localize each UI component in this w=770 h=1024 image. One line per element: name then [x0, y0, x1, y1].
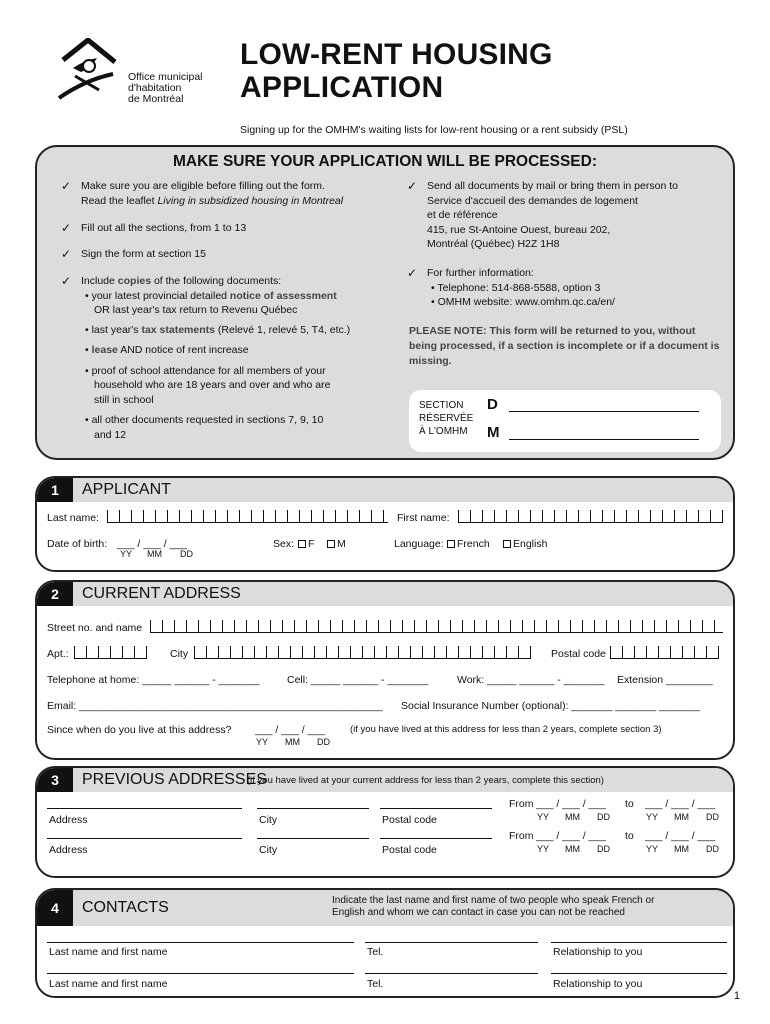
reserved-m-line: [509, 439, 699, 440]
prev-from-2-field[interactable]: ___ / ___ / ___: [536, 830, 607, 842]
dob-field[interactable]: ___ / ___ / ___: [117, 538, 188, 550]
org-name-line-1: Office municipal: [128, 71, 203, 83]
section-header: [37, 768, 733, 792]
to-label: to: [625, 798, 634, 810]
reserved-m-field: [487, 424, 500, 441]
extension-field[interactable]: Extension ________: [617, 674, 713, 686]
instruction-text: Include: [81, 275, 118, 287]
copies-emphasis: copies: [117, 275, 152, 287]
section-current-address: [35, 580, 735, 760]
contact-2-name-field[interactable]: [47, 973, 354, 974]
prev-city-1-field[interactable]: [257, 808, 369, 809]
contact-1-tel-field[interactable]: [365, 942, 538, 943]
to-mm: MM: [674, 812, 689, 822]
contact-name-label: Last name and first name: [49, 978, 168, 990]
instructions-heading: MAKE SURE YOUR APPLICATION WILL BE PROCESSED:: [173, 153, 597, 170]
contact-relationship-label: Relationship to you: [553, 978, 643, 990]
prev-from-1-field[interactable]: ___ / ___ / ___: [536, 798, 607, 810]
instruction-sign: [61, 247, 401, 262]
check-icon: ✓: [61, 221, 72, 235]
reserved-label-line: SECTION: [419, 400, 464, 411]
english-checkbox[interactable]: [503, 540, 511, 548]
doc-emphasis: tax statements: [141, 323, 215, 336]
telephone-home-field[interactable]: Telephone at home: _____ ______ - _______: [47, 674, 260, 686]
dob-label: Date of birth:: [47, 538, 108, 550]
send-text: Service d'accueil des demandes de logement: [427, 194, 638, 207]
city-label: City: [259, 844, 278, 856]
prev-address-2-field[interactable]: [47, 838, 242, 839]
contact-1-relationship-field[interactable]: [551, 942, 727, 943]
check-icon: ✓: [61, 274, 72, 288]
from-yy: YY: [537, 844, 550, 854]
prev-postal-2-field[interactable]: [380, 838, 492, 839]
section-applicant: [35, 476, 735, 572]
reserved-d-field: [487, 396, 498, 413]
reserved-m-label: M: [487, 424, 500, 441]
cell-field[interactable]: Cell: _____ ______ - _______: [287, 674, 429, 686]
info-telephone: • Telephone: 514-868-5588, option 3: [431, 281, 601, 294]
processing-instructions-box: [35, 145, 735, 460]
section-title: APPLICANT: [82, 481, 171, 498]
address-label: Address: [49, 814, 88, 826]
section-number: 2: [37, 582, 73, 606]
sex-m-checkbox[interactable]: [327, 540, 335, 548]
section-header: [37, 582, 733, 606]
check-icon: ✓: [61, 247, 72, 261]
info-website: • OMHM website: www.omhm.qc.ca/en/: [431, 296, 615, 308]
doc-school-attendance: [81, 364, 406, 408]
doc-text: AND notice of rent increase: [117, 344, 249, 356]
postal-code-label: Postal code: [382, 844, 437, 856]
section-number: 1: [37, 478, 73, 502]
language-english-option[interactable]: [503, 538, 547, 550]
send-text: et de référence: [427, 209, 498, 221]
work-field[interactable]: Work: _____ ______ - _______: [457, 674, 605, 686]
sin-field[interactable]: Social Insurance Number (optional): _______ _______ _______: [401, 700, 700, 712]
contact-tel-label: Tel.: [367, 978, 384, 990]
send-address: 415, rue St-Antoine Ouest, bureau 202,: [427, 223, 611, 236]
org-name-line-2: d'habitation: [128, 82, 182, 94]
contact-tel-label: Tel.: [367, 946, 384, 958]
street-field[interactable]: [150, 620, 723, 633]
send-address: Montréal (Québec) H2Z 1H8: [427, 238, 560, 250]
city-label: City: [170, 648, 189, 660]
from-dd: DD: [597, 844, 610, 854]
address-label: Address: [49, 844, 88, 856]
prev-address-1-field[interactable]: [47, 808, 242, 809]
contact-relationship-label: Relationship to you: [553, 946, 643, 958]
instruction-line: English and whom we can contact in case you can not be reached: [332, 907, 625, 918]
city-field[interactable]: [194, 646, 531, 659]
check-icon: ✓: [407, 179, 418, 193]
postal-code-label: Postal code: [382, 814, 437, 826]
section-title: PREVIOUS ADDRESSES: [82, 771, 267, 788]
prev-to-2-field[interactable]: ___ / ___ / ___: [645, 830, 716, 842]
instruction-text: Fill out all the sections, from 1 to 13: [81, 222, 247, 234]
since-when-note: (if you have lived at this address for less than 2 years, complete section 3): [350, 724, 662, 735]
sex-f-option[interactable]: [298, 538, 314, 550]
doc-text: (Relevé 1, relevé 5, T4, etc.): [214, 323, 351, 336]
org-name: [128, 72, 203, 105]
page-title: [240, 38, 553, 104]
from-label: From: [509, 798, 534, 810]
contact-2-tel-field[interactable]: [365, 973, 538, 974]
since-yy: YY: [256, 737, 269, 747]
omhm-logo: [55, 38, 125, 102]
instruction-text: Sign the form at section 15: [81, 248, 206, 260]
page-number: 1: [733, 990, 740, 1002]
section-title-note: (if you have lived at your current address for less than 2 years, complete this section): [247, 775, 604, 786]
reserved-d-line: [509, 411, 699, 412]
sex-m-label: M: [337, 538, 346, 550]
instruction-send-documents: [407, 179, 727, 252]
section-title: CURRENT ADDRESS: [82, 585, 241, 602]
from-mm: MM: [565, 844, 580, 854]
postal-code-label: Postal code: [551, 648, 606, 660]
doc-emphasis: lease: [91, 344, 118, 356]
section-header: [37, 478, 733, 502]
instruction-eligibility: [61, 179, 401, 208]
french-checkbox[interactable]: [447, 540, 455, 548]
doc-emphasis: notice of assessment: [229, 289, 337, 302]
french-label: French: [457, 538, 490, 550]
section-title: CONTACTS: [82, 899, 169, 916]
doc-tax-statements: [81, 323, 406, 338]
omhm-reserved-section: [409, 390, 721, 452]
doc-text: •: [85, 344, 92, 356]
section-number: 3: [37, 768, 73, 792]
doc-text: and 12: [94, 428, 127, 441]
omhm-logo-icon: [55, 38, 125, 102]
section-previous-addresses: [35, 766, 735, 878]
since-when-field[interactable]: ___ / ___ / ___: [255, 724, 326, 736]
instruction-text: Read the leaflet: [81, 194, 158, 207]
section-contacts: [35, 888, 735, 998]
dob-mm: MM: [147, 549, 162, 559]
first-name-label: First name:: [397, 512, 450, 524]
prev-to-1-field[interactable]: ___ / ___ / ___: [645, 798, 716, 810]
doc-text: still in school: [94, 393, 154, 406]
contact-name-label: Last name and first name: [49, 946, 168, 958]
info-text: For further information:: [427, 267, 534, 279]
to-yy: YY: [646, 844, 659, 854]
prev-postal-1-field[interactable]: [380, 808, 492, 809]
language-french-option[interactable]: [447, 538, 490, 550]
send-text: Send all documents by mail or bring them in person to: [427, 180, 678, 192]
page-subtitle: Signing up for the OMHM's waiting lists for low-rent housing or a rent subsidy (PSL): [240, 124, 628, 136]
reserved-label-line: À L'OMHM: [419, 426, 468, 437]
street-label: Street no. and name: [47, 622, 143, 634]
doc-text: household who are 18 years and over and who are: [94, 379, 331, 391]
sex-label: Sex:: [273, 538, 295, 550]
sex-m-option[interactable]: [327, 538, 346, 550]
instruction-documents: [61, 274, 406, 442]
to-dd: DD: [706, 844, 719, 854]
reserved-d-label: D: [487, 396, 498, 413]
since-dd: DD: [317, 737, 330, 747]
doc-lease: [81, 343, 406, 358]
apt-label: Apt.:: [47, 648, 69, 660]
to-label: to: [625, 830, 634, 842]
reserved-label: [419, 399, 473, 438]
prev-city-2-field[interactable]: [257, 838, 369, 839]
org-name-line-3: de Montréal: [128, 93, 184, 105]
since-mm: MM: [285, 737, 300, 747]
doc-other: [81, 413, 406, 442]
reserved-label-line: RÉSERVÉE: [419, 413, 474, 424]
check-icon: ✓: [61, 179, 72, 193]
instruction-text: Make sure you are eligible before filling out the form.: [81, 180, 325, 192]
doc-notice-of-assessment: [81, 289, 406, 318]
english-label: English: [513, 538, 548, 550]
since-when-label: Since when do you live at this address?: [47, 724, 232, 736]
contact-2-relationship-field[interactable]: [551, 973, 727, 974]
email-field[interactable]: Email: ____________________________________________________: [47, 700, 383, 712]
from-label: From: [509, 830, 534, 842]
sex-f-checkbox[interactable]: [298, 540, 306, 548]
section-number: 4: [37, 890, 73, 926]
last-name-label: Last name:: [47, 512, 99, 524]
contact-1-name-field[interactable]: [47, 942, 354, 943]
doc-text: • all other documents requested in sections 7, 9, 10: [85, 414, 324, 426]
from-mm: MM: [565, 812, 580, 822]
section-header: [37, 890, 733, 926]
dob-dd: DD: [180, 549, 193, 559]
to-yy: YY: [646, 812, 659, 822]
doc-text: • last year's: [85, 323, 142, 336]
instruction-fill-sections: [61, 221, 401, 236]
first-name-field[interactable]: [458, 510, 723, 523]
from-yy: YY: [537, 812, 550, 822]
to-mm: MM: [674, 844, 689, 854]
postal-code-field[interactable]: [610, 646, 719, 659]
doc-text: • your latest provincial detailed: [85, 289, 230, 302]
from-dd: DD: [597, 812, 610, 822]
contacts-instruction: [332, 895, 732, 919]
check-icon: ✓: [407, 266, 418, 280]
instruction-information: [407, 266, 727, 310]
instruction-line: Indicate the last name and first name of two people who speak French or: [332, 895, 655, 906]
city-label: City: [259, 814, 278, 826]
last-name-field[interactable]: [107, 510, 388, 523]
leaflet-title: Living in subsidized housing in Montreal: [157, 194, 344, 207]
please-note: PLEASE NOTE: This form will be returned to you, without being processed, if a section is incomplete or if a document is missing.: [409, 325, 720, 367]
doc-text: OR last year's tax return to Revenu Québec: [94, 304, 298, 316]
doc-text: • proof of school attendance for all members of your: [85, 364, 326, 377]
title-line-2: APPLICATION: [240, 71, 444, 104]
to-dd: DD: [706, 812, 719, 822]
sex-f-label: F: [308, 538, 315, 550]
instruction-text: of the following documents:: [151, 275, 282, 287]
title-line-1: LOW-RENT HOUSING: [240, 38, 553, 71]
apt-field[interactable]: [74, 646, 147, 659]
dob-yy: YY: [120, 549, 133, 559]
language-label: Language:: [394, 538, 444, 550]
